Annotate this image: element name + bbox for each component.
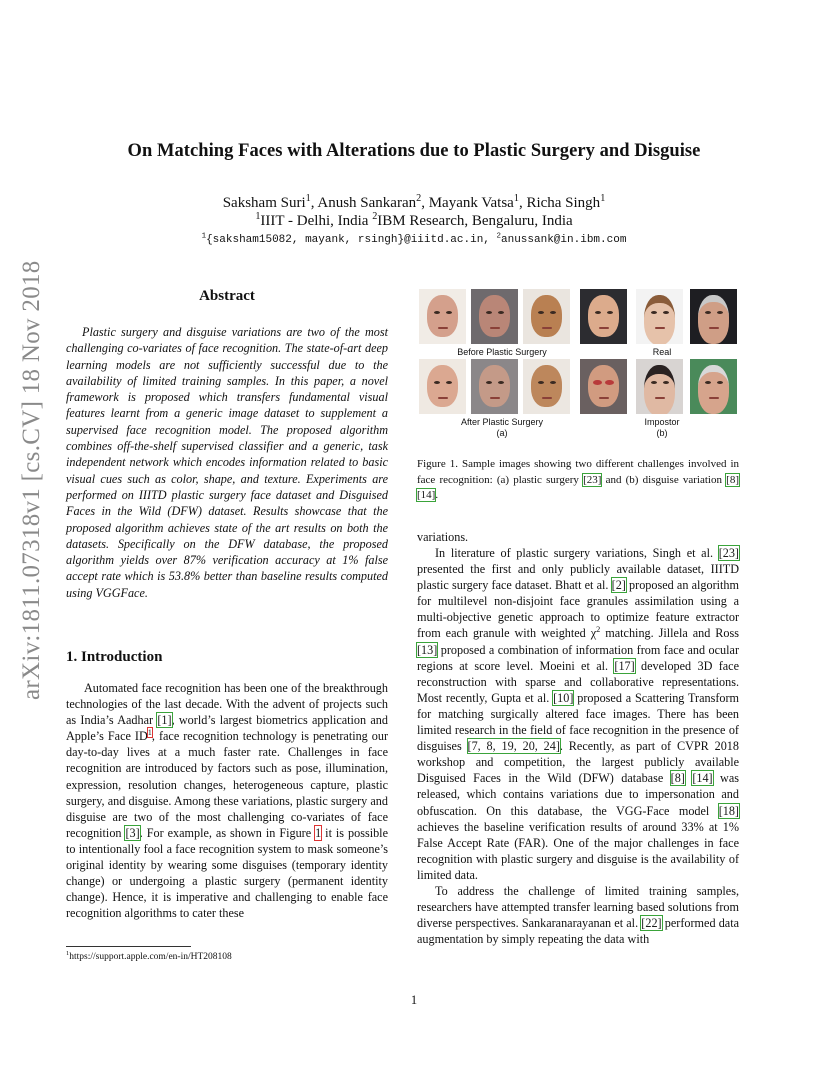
face-image-before-surgery-2 — [471, 289, 518, 344]
continued-text: variations. — [417, 530, 469, 544]
face-image-before-surgery-1 — [419, 289, 466, 344]
author-affiliation-mark: 1 — [600, 193, 606, 204]
body-text: To address the challenge of limited training samples, researchers have attempted transfer learning based solutions from diverse perspectives. Sankaranarayanan et al. — [417, 883, 739, 931]
author-name: Saksham Suri — [222, 195, 306, 211]
citation-link[interactable]: [8] — [670, 771, 685, 786]
label-real: Real — [652, 347, 672, 357]
footnote-url[interactable]: https://support.apple.com/en-in/HT208108 — [69, 952, 232, 962]
author-name: , Anush Sankaran — [310, 195, 417, 211]
author-affiliation-mark: 1 — [305, 193, 311, 204]
citation-link[interactable]: [3] — [125, 825, 140, 840]
affiliation-mark: 2 — [372, 211, 378, 222]
author-block — [0, 194, 828, 230]
citation-link[interactable]: [14] — [692, 771, 713, 786]
paper-title: On Matching Faces with Alterations due to Plastic Surgery and Disguise — [127, 141, 701, 161]
citation-link[interactable]: [2] — [611, 578, 626, 593]
citation-link[interactable]: [8] — [726, 473, 739, 486]
author-affiliation-mark: 1 — [513, 193, 519, 204]
email-mark: 2 — [496, 232, 501, 241]
related-work-paragraph-2 — [417, 883, 739, 947]
body-text: proposed an algorithm for multilevel non-disjoint face granules assimilation using a multi-objective genetic approach to optimize feature extractor from each granule with weighted χ — [417, 578, 739, 641]
face-image-impostor-1 — [580, 359, 627, 414]
body-text: performed data augmentation by simply repeating the data with — [417, 916, 740, 947]
figure-caption — [417, 457, 739, 504]
affiliation: IIIT - Delhi, India — [260, 213, 373, 229]
face-image-after-surgery-1 — [419, 359, 466, 414]
body-text: proposed a combination of information from face and ocular regions at score level. Moeini et al. — [417, 642, 739, 673]
body-text: . For example, as shown in Figure — [139, 825, 316, 840]
email-mark: 1 — [201, 232, 207, 241]
label-impostor — [612, 417, 712, 439]
author-affiliation-mark: 2 — [416, 193, 422, 204]
label-after-text: After Plastic Surgery — [460, 417, 544, 427]
label-impostor-text: Impostor — [644, 417, 680, 427]
body-text: , face recognition technology is penetrating our day-to-day lives at a much faster rate. Challenges in face recognition are introduced by factors such as pose, illumination, expression, resolution changes, heterogeneous capture, plastic surgery, and disguise. Among these variations, plastic surgery and disguise are two of the most challenging co-variates of face recognition — [66, 729, 389, 840]
figure-1 — [417, 289, 739, 444]
body-text: matching. Jillela and Ross — [600, 626, 740, 641]
related-work-paragraph-1 — [417, 545, 739, 883]
body-text: achieves the baseline verification results of around 33% at 1% False Accept Rate (FAR). One of the major challenges in face recognition with plastic surgery and disguise is the availability of limited data. — [417, 819, 739, 882]
citation-link[interactable]: [7, 8, 19, 20, 24] — [467, 739, 560, 754]
citation-link[interactable]: [23] — [718, 546, 739, 560]
affiliations — [0, 212, 828, 230]
body-text: In literature of plastic surgery variations, Singh et al. — [435, 546, 719, 560]
footnote — [66, 949, 232, 962]
caption-text: . — [435, 489, 439, 501]
footnote-link[interactable]: 1 — [147, 728, 152, 738]
superscript: 2 — [596, 625, 601, 635]
face-image-impostor-2 — [636, 359, 683, 414]
body-text: Automated face recognition has been one of the breakthrough technologies of the last decade. With the advent of projects such as India’s Aadhar — [66, 681, 388, 728]
email: {saksham15082, mayank, rsingh}@iiitd.ac.in, — [206, 234, 497, 246]
abstract-text: Plastic surgery and disguise variations are two of the most challenging co-variates of face recognition. The state-of-art deep learning models are not sufficiently successful due to the availability of limited training samples. In this paper, a novel framework is proposed which transfers fundamental visual features learnt from a generic image dataset to supplement a supervised face recognition model. The proposed algorithm combines off-the-shelf supervised classifier and a generic, task independent network which encodes information related to basic visual cues such as color, shape, and texture. Experiments are performed on IIITD plastic surgery face dataset and Disguised Faces in the Wild (DFW) dataset. Results showcase that the proposed algorithm achieves state of the art results on both the datasets. Specifically on the DFW database, the proposed algorithm yields over 87% verification accuracy at 1% false accept rate which is 53.8% better than baseline results computed using VGGFace. — [66, 325, 388, 600]
face-image-real-1 — [580, 289, 627, 344]
citation-link[interactable]: [1] — [157, 713, 172, 728]
email: anussank@in.ibm.com — [501, 234, 627, 246]
page-number: 1 — [410, 993, 418, 1007]
author-name: , Richa Singh — [518, 195, 601, 211]
body-text: was released, which contains variations due to impersonation and obfuscation. On this database, the VGG-Face model — [417, 771, 740, 818]
introduction-paragraph — [66, 680, 388, 921]
caption-text: and (b) disguise variation — [601, 473, 727, 486]
citation-link[interactable]: [18] — [718, 803, 739, 818]
section-heading-introduction: 1. Introduction — [66, 649, 163, 665]
citation-link[interactable]: [22] — [641, 916, 662, 931]
face-image-after-surgery-2 — [471, 359, 518, 414]
citation-link[interactable]: [17] — [614, 658, 635, 673]
arxiv-stamp: arXiv:1811.07318v1 [cs.CV] 18 Nov 2018 — [18, 260, 45, 700]
author-emails — [0, 234, 828, 246]
body-text: presented the first and only publicly available dataset, IIITD plastic surgery face dataset. Bhatt et al. — [417, 562, 739, 593]
caption-text: Figure 1. Sample images showing two different challenges involved in face recognition: (a) plastic surgery — [417, 458, 739, 486]
citation-link[interactable]: [14] — [417, 489, 436, 501]
label-subfigure-a: (a) — [496, 428, 508, 438]
footnote-divider — [66, 946, 191, 947]
figure-link[interactable]: 1 — [315, 825, 322, 840]
affiliation: IBM Research, Bengaluru, India — [377, 213, 573, 229]
face-image-after-surgery-3 — [523, 359, 570, 414]
label-subfigure-b: (b) — [656, 428, 668, 438]
body-text: , world’s largest biometrics application and Apple’s Face ID — [66, 713, 388, 744]
citation-link[interactable]: [13] — [417, 642, 438, 657]
related-work-paragraphs — [417, 545, 739, 947]
body-text: proposed a Scattering Transform for matching surgically altered face images. There has been limited research in the field of face recognition in the presence of disguises — [417, 690, 740, 754]
label-before-plastic-surgery: Before Plastic Surgery — [457, 347, 547, 357]
citation-link[interactable]: [23] — [583, 473, 602, 486]
footnote-number: 1 — [66, 949, 70, 957]
body-text: . Recently, as part of CVPR 2018 workshop and competition, the largest publicly available Disguised Faces in the Wild (DFW) database — [417, 739, 739, 786]
face-image-impostor-3 — [690, 359, 737, 414]
body-text: it is possible to intentionally fool a face recognition system to mask someone’s original identity by wearing some disguises (temporary identity change) or undergoing a plastic surgery (permanent identity change). Hence, it is imperative and challenging to enable face recognition algorithms to cater these — [66, 825, 388, 921]
body-text: developed 3D face reconstruction with sparse and collaborative representations. Most recently, Gupta et al. — [417, 658, 740, 705]
author-name: , Mayank Vatsa — [421, 195, 514, 211]
face-image-real-3 — [690, 289, 737, 344]
author-names — [0, 194, 828, 212]
citation-link[interactable]: [10] — [553, 690, 574, 705]
face-image-before-surgery-3 — [523, 289, 570, 344]
label-after-plastic-surgery — [427, 417, 577, 439]
affiliation-mark: 1 — [255, 211, 261, 222]
face-image-real-2 — [636, 289, 683, 344]
abstract-heading: Abstract — [199, 288, 255, 304]
